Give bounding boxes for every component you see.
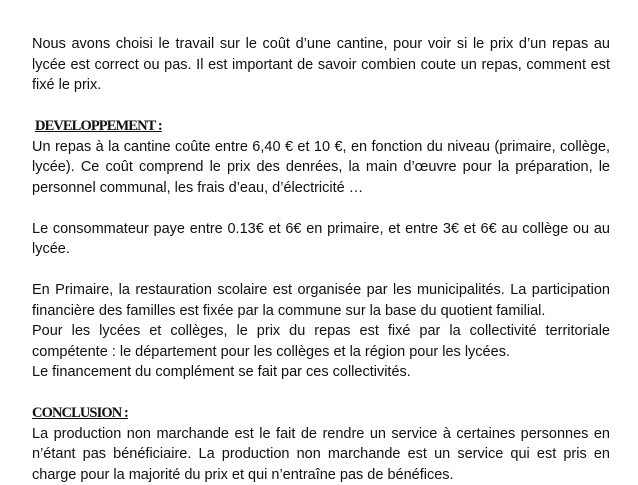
development-paragraph-consumer: Le consommateur paye entre 0.13€ et 6€ en primaire, et entre 3€ et 6€ au collège ou au lycée. xyxy=(32,219,610,260)
development-paragraph-primary: En Primaire, la restauration scolaire est organisée par les municipalités. La participation financière des familles est fixée par la commune sur la base du quotient familial. xyxy=(32,280,610,321)
development-paragraph-cost: Un repas à la cantine coûte entre 6,40 € et 10 €, en fonction du niveau (primaire, collège, lycée). Ce coût comprend le prix des denrées, la main d’œuvre pour la préparation, le personnel communal, les frais d’eau, d’électricité … xyxy=(32,137,610,199)
development-paragraph-lycees: Pour les lycées et collèges, le prix du repas est fixé par la collectivité territoriale compétente : le département pour les collèges et la région pour les lycées. xyxy=(32,321,610,362)
intro-paragraph: Nous avons choisi le travail sur le coût d’une cantine, pour voir si le prix d’un repas au lycée est correct ou pas. Il est important de savoir combien coute un repas, comment est fixé le prix. xyxy=(32,34,610,96)
paragraph-spacer xyxy=(32,383,610,404)
conclusion-paragraph: La production non marchande est le fait de rendre un service à certaines personnes en n’étant pas bénéficiaire. La production non marchande est un service qui est pris en charge pour la majorité du prix et qui n’entraîne pas de bénéfices. xyxy=(32,424,610,485)
paragraph-spacer xyxy=(32,260,610,281)
conclusion-heading: CONCLUSION : xyxy=(32,403,610,424)
development-paragraph-financing: Le financement du complément se fait par ces collectivités. xyxy=(32,362,610,383)
document-page xyxy=(32,34,610,485)
paragraph-spacer xyxy=(32,198,610,219)
paragraph-spacer xyxy=(32,96,610,117)
development-heading: DEVELOPPEMENT : xyxy=(32,116,610,137)
